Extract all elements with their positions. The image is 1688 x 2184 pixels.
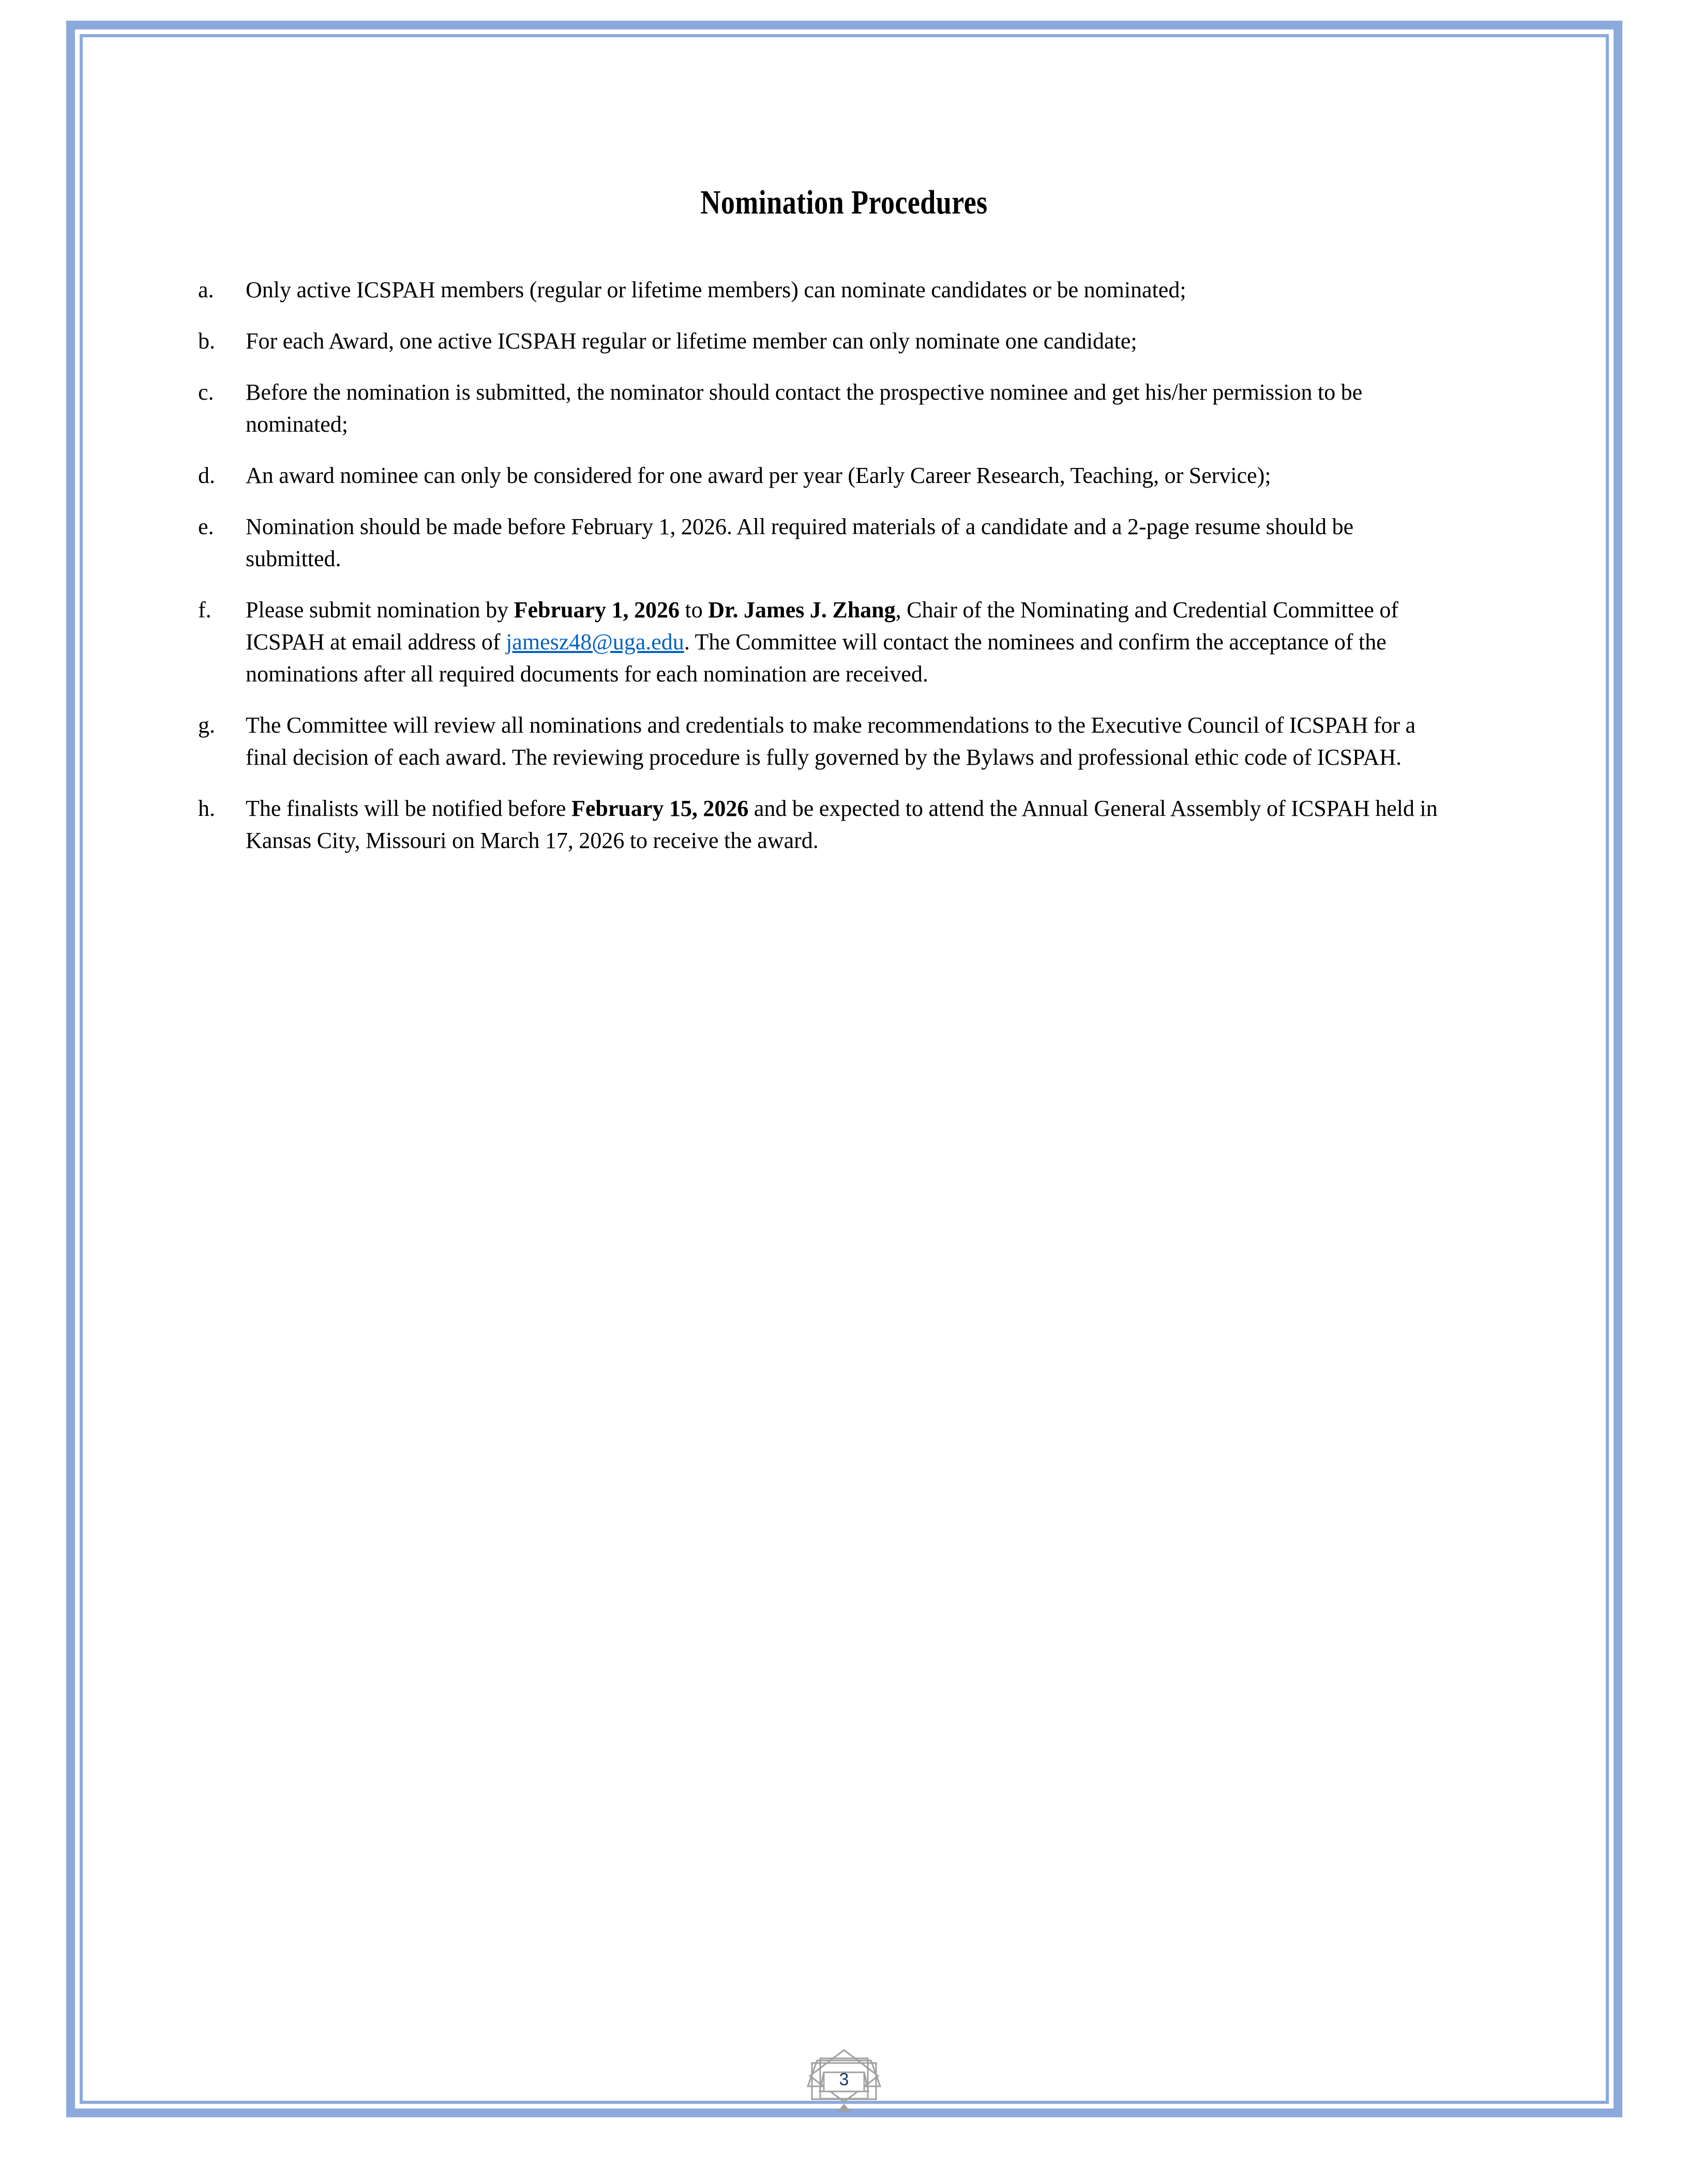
page-number-ornament [803,2049,885,2121]
text-run: The finalists will be notified before [246,796,571,821]
list-item-marker: a. [198,277,214,302]
list-item-marker: d. [198,463,215,488]
list-item-marker: g. [198,712,215,738]
list-item-marker: h. [198,796,215,821]
list-item [198,594,1450,690]
list-item-text: An award nominee can only be considered for one award per year (Early Career Research, Teaching, or Service); [246,463,1271,488]
list-item-marker: f. [198,597,212,623]
list-item-marker: b. [198,328,215,354]
page-number: 3 [839,2070,849,2089]
list-item-text: Before the nomination is submitted, the nominator should contact the prospective nominee and get his/her permission to be nominated; [246,380,1363,437]
text-run: . The Committee will contact the nominees and confirm the acceptance of the nominations after all required documents for each nomination are received. [246,629,1386,687]
list-item-text: Nomination should be made before February 1, 2026. All required materials of a candidate and a 2-page resume should be submitted. [246,514,1354,571]
nomination-procedures-list [198,274,1450,857]
email-link[interactable]: jamesz48@uga.edu [506,629,684,655]
list-item [198,376,1450,441]
list-item-marker: c. [198,380,214,405]
list-item-text: The Committee will review all nominations and credentials to make recommendations to the Executive Council of ICSPAH for a final decision of each award. The reviewing procedure is fully governed by the Bylaws and professional ethic code of ICSPAH. [246,712,1416,770]
list-item [198,325,1450,357]
text-run: , Chair of the Nominating and Credential Committee of ICSPAH at email address of [246,597,1398,655]
list-item [198,511,1450,575]
text-run: to [680,597,709,623]
list-item-text [246,594,1450,690]
list-item [198,709,1450,774]
list-item-text [246,793,1450,857]
emphasis-text: Dr. James J. Zhang [708,597,896,623]
list-item [198,274,1450,306]
text-run: and be expected to attend the Annual General Assembly of ICSPAH held in Kansas City, Missouri on March 17, 2026 to receive the award. [246,796,1438,853]
list-item-marker: e. [198,514,214,539]
list-item-text: Only active ICSPAH members (regular or lifetime members) can nominate candidates or be nominated; [246,277,1186,302]
list-item-text: For each Award, one active ICSPAH regular or lifetime member can only nominate one candidate; [246,328,1137,354]
list-item [198,460,1450,492]
text-run: Please submit nomination by [246,597,514,623]
page-title: Nomination Procedures [700,184,988,221]
emphasis-text: February 15, 2026 [571,796,749,821]
emphasis-text: February 1, 2026 [514,597,680,623]
list-item [198,793,1450,857]
